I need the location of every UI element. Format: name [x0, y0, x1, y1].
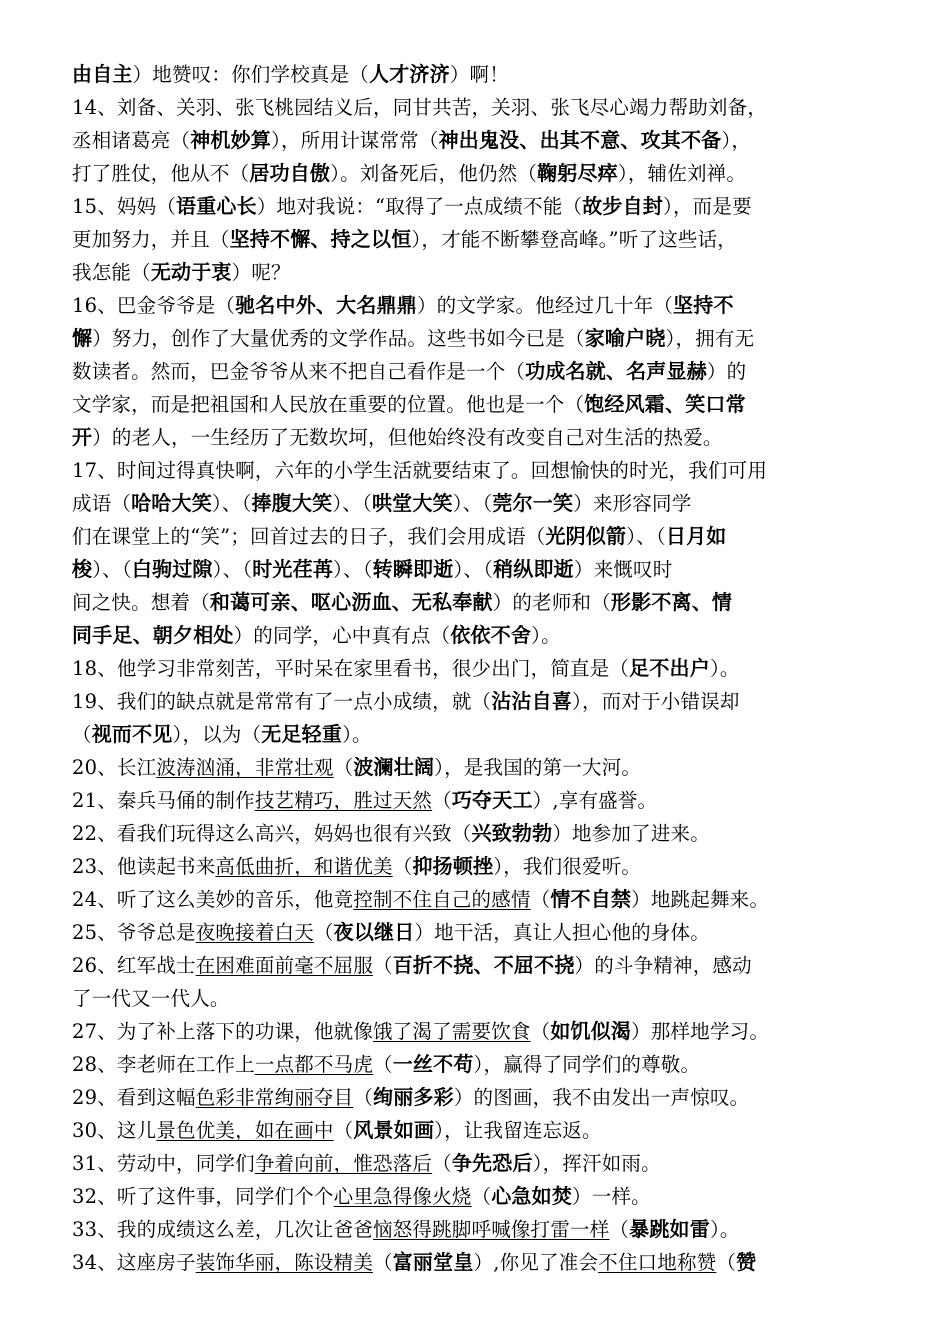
body-text: ），所用计谋常常（	[271, 129, 439, 152]
text-line	[72, 190, 882, 223]
answer-text: 家喻户晓	[584, 326, 666, 350]
body-text: （	[392, 855, 413, 878]
text-line	[72, 1015, 882, 1048]
body-text: （	[530, 888, 551, 911]
body-text: 们在课堂上的“笑”；回首过去的日子，我们会用成语（	[72, 525, 546, 548]
text-line	[72, 124, 882, 157]
body-text: 19、我们的缺点就是常常有了一点小成绩，就（	[72, 690, 492, 713]
body-text: （	[333, 756, 354, 779]
body-text: 打了胜仗，他从不（	[72, 162, 250, 185]
body-text: ）、（	[332, 492, 372, 515]
body-text: ）的文学家。他经过几十年（	[416, 294, 674, 317]
answer-text: 沾沾自喜	[491, 689, 573, 713]
body-text: ）的老师和（	[492, 591, 611, 614]
body-text: ）。	[342, 723, 372, 746]
text-line	[72, 1213, 882, 1246]
underlined-text: 技艺精巧，胜过天然	[254, 789, 433, 812]
body-text: 了一代又一代人。	[72, 987, 230, 1010]
body-text: ）、（	[626, 525, 666, 548]
body-text: ）的图画，我不由发出一声惊叹。	[453, 1086, 750, 1109]
body-text: ）。刘备死后，他仍然（	[330, 162, 538, 185]
body-text: 18、他学习非常刻苦，平时呆在家里看书，很少出门，简直是（	[72, 657, 630, 680]
body-text: ）地对我说：“取得了一点成绩不能（	[256, 195, 583, 218]
text-line	[72, 751, 882, 784]
text-line	[72, 58, 882, 91]
text-line	[72, 784, 882, 817]
body-text: （	[471, 1185, 492, 1208]
answer-text: 同手足、朝夕相处	[72, 623, 234, 647]
text-line	[72, 586, 882, 619]
text-line	[72, 520, 882, 553]
body-text: 间之快。想着（	[72, 591, 210, 614]
answer-text: 情不自禁	[550, 887, 632, 911]
body-text: 22、看我们玩得这么高兴，妈妈也很有兴致（	[72, 822, 472, 845]
text-line	[72, 553, 882, 586]
body-text: （	[333, 1119, 354, 1142]
text-line	[72, 91, 882, 124]
answer-text: 心急如焚	[491, 1184, 573, 1208]
answer-text: 一丝不苟	[392, 1052, 474, 1076]
answer-text: 夜以继日	[333, 920, 415, 944]
body-text: 28、李老师在工作上	[72, 1053, 255, 1076]
answer-text: 懈	[72, 326, 93, 350]
body-text: ）、（	[333, 558, 373, 581]
body-text: （	[72, 723, 92, 746]
answer-text: 捧腹大笑	[251, 491, 333, 515]
body-text: ）那样地学习。	[631, 1020, 770, 1043]
body-text: ）地干活，真让人担心他的身体。	[414, 921, 710, 944]
body-text: 24、听了这么美妙的音乐，他竟	[72, 888, 354, 911]
body-text: 16、巴金爷爷是（	[72, 294, 236, 317]
text-line	[72, 223, 882, 256]
answer-text: 形影不离、情	[610, 590, 733, 614]
text-line	[72, 685, 882, 718]
answer-text: 足不出户	[629, 656, 710, 680]
text-line	[72, 1246, 882, 1279]
body-text: ）地参加了进来。	[552, 822, 710, 845]
body-text: 27、为了补上落下的功课，他就像	[72, 1020, 374, 1043]
answer-text: 白驹过隙	[131, 557, 213, 581]
body-text: 30、这儿	[72, 1119, 157, 1142]
body-text: 32、听了这件事，同学们个个	[72, 1185, 334, 1208]
underlined-text: 高低曲折，和谐优美	[215, 855, 393, 878]
body-text: 文学家，而是把祖国和人民放在重要的位置。他也是一个（	[72, 393, 585, 416]
body-text: ），而是要	[663, 195, 752, 218]
underlined-text: 心里急得像火烧	[333, 1185, 472, 1208]
text-line	[72, 883, 882, 916]
underlined-text: 争着向前，惟恐落后	[254, 1152, 433, 1175]
body-text: ）来形容同学	[573, 492, 692, 515]
body-text: 34、这座房子	[72, 1251, 196, 1274]
body-text: ）、（	[212, 558, 253, 581]
body-text: ），让我留连忘返。	[434, 1119, 602, 1142]
text-line	[72, 454, 882, 487]
answer-text: 无动于衷	[150, 260, 232, 284]
body-text: ）的	[706, 360, 747, 383]
body-text: 更加努力，并且（	[72, 228, 230, 251]
body-text: 23、他读起书来	[72, 855, 216, 878]
body-text: 31、劳动中，同学们	[72, 1152, 255, 1175]
answer-text: 光阴似箭	[545, 524, 627, 548]
body-text: ）的同学，心中真有点（	[233, 624, 451, 647]
body-text: ），挥汗如雨。	[532, 1152, 661, 1175]
body-text: ），辅佐刘禅。	[617, 162, 747, 185]
body-text: ）努力，创作了大量优秀的文学作品。这些书如今已是（	[92, 327, 585, 350]
body-text: ），我们很爱听。	[493, 855, 642, 878]
answer-text: 鞠躬尽瘁	[537, 161, 618, 185]
answer-text: 巧夺天工	[451, 788, 533, 812]
body-text: ）的斗争精神，感动	[574, 954, 752, 977]
body-text: 20、长江	[72, 756, 157, 779]
underlined-text: 一点都不马虎	[254, 1053, 374, 1076]
text-body	[72, 58, 882, 1279]
text-line	[72, 322, 882, 355]
answer-text: 开	[72, 425, 93, 449]
text-line	[72, 1048, 882, 1081]
text-line	[72, 916, 882, 949]
body-text: （	[373, 954, 393, 977]
body-text: ）地赞叹：你们学校真是（	[132, 63, 370, 86]
body-text: 15、妈妈（	[72, 195, 177, 218]
body-text: ）。	[531, 624, 561, 647]
underlined-text: 装饰华丽，陈设精美	[195, 1251, 374, 1274]
body-text: （	[353, 1086, 374, 1109]
body-text: ）、（	[452, 492, 493, 515]
answer-text: 梭	[72, 557, 93, 581]
text-line	[72, 421, 882, 454]
body-text: （	[313, 921, 334, 944]
body-text: 17、时间过得真快啊，六年的小学生活就要结束了。回想愉快的时光，我们可用	[72, 459, 768, 482]
answer-text: 饱经风霜、笑口常	[584, 392, 746, 416]
body-text: ），	[721, 129, 752, 152]
answer-text: 暴跳如雷	[629, 1217, 710, 1241]
body-text: 26、红军战士	[72, 954, 196, 977]
answer-text: 兴致勃勃	[471, 821, 553, 845]
body-text: ），赢得了同学们的尊敬。	[473, 1053, 701, 1076]
answer-text: 无足轻重	[261, 722, 343, 746]
body-text: （	[716, 1251, 737, 1274]
text-line	[72, 1147, 882, 1180]
answer-text: 如饥似渴	[550, 1019, 632, 1043]
answer-text: 富丽堂皇	[392, 1250, 474, 1274]
body-text: 21、秦兵马俑的制作	[72, 789, 255, 812]
underlined-text: 在困难面前毫不屈服	[195, 954, 374, 977]
underlined-text: 景色优美，如在画中	[156, 1119, 334, 1142]
answer-text: 日月如	[665, 524, 727, 548]
answer-text: 视而不见	[91, 722, 173, 746]
body-text: ），以为（	[172, 723, 262, 746]
answer-text: 抑扬顿挫	[412, 854, 494, 878]
answer-text: 坚持不懈、持之以恒	[229, 227, 412, 251]
text-line	[72, 982, 882, 1015]
body-text: （	[373, 1053, 393, 1076]
underlined-text: 波涛汹涌，非常壮观	[156, 756, 334, 779]
body-text: ）,你见了准会	[473, 1251, 599, 1274]
text-line	[72, 850, 882, 883]
body-text: ）。	[709, 1218, 740, 1241]
answer-text: 人才济济	[369, 62, 450, 86]
answer-text: 百折不挠、不屈不挠	[392, 953, 575, 977]
text-line	[72, 289, 882, 322]
text-line	[72, 355, 882, 388]
underlined-text: 恼怒得跳脚呼喊像打雷一样	[373, 1218, 610, 1241]
answer-text: 哈哈大笑	[131, 491, 212, 515]
text-line	[72, 1081, 882, 1114]
answer-text: 驰名中外、大名鼎鼎	[235, 293, 417, 317]
text-line	[72, 652, 882, 685]
answer-text: 风景如画	[353, 1118, 435, 1142]
underlined-text: 夜晚接着白天	[195, 921, 314, 944]
answer-text: 居功自傲	[249, 161, 331, 185]
answer-text: 神出鬼没、出其不意、攻其不备	[438, 128, 722, 152]
body-text: ），才能不断攀登高峰。”听了这些话，	[411, 228, 737, 251]
body-text: 14、刘备、关羽、张飞桃园结义后，同甘共苦，关羽、张飞尽心竭力帮助刘备，	[72, 96, 768, 119]
text-line	[72, 718, 882, 751]
answer-text: 语重心长	[176, 194, 257, 218]
text-line	[72, 487, 882, 520]
answer-text: 绚丽多彩	[373, 1085, 454, 1109]
text-line	[72, 619, 882, 652]
underlined-text: 饿了渴了需要饮食	[373, 1020, 531, 1043]
body-text: 我怎能（	[72, 261, 151, 284]
body-text: ）呢？	[231, 261, 291, 284]
text-line	[72, 157, 882, 190]
answer-text: 转瞬即逝	[372, 557, 454, 581]
body-text: ）一样。	[572, 1185, 651, 1208]
answer-text: 神机妙算	[190, 128, 272, 152]
answer-text: 时光荏苒	[252, 557, 334, 581]
body-text: 25、爷爷总是	[72, 921, 196, 944]
body-text: （	[530, 1020, 551, 1043]
answer-text: 争先恐后	[451, 1151, 533, 1175]
body-text: ）啊！	[449, 63, 509, 86]
answer-text: 赞	[736, 1250, 757, 1274]
text-line	[72, 1114, 882, 1147]
underlined-text: 不住口地称赞	[598, 1251, 717, 1274]
answer-text: 依依不舍	[450, 623, 532, 647]
body-text: ）、（	[211, 492, 252, 515]
answer-text: 功成名就、名声显赫	[525, 359, 707, 383]
body-text: ）,享有盛誉。	[532, 789, 658, 812]
body-text: ）的老人，一生经历了无数坎坷，但他始终没有改变自己对生活的热爱。	[92, 426, 723, 449]
answer-text: 波澜壮阔	[353, 755, 435, 779]
answer-text: 故步自封	[582, 194, 664, 218]
underlined-text: 色彩非常绚丽夺目	[195, 1086, 354, 1109]
answer-text: 坚持不	[673, 293, 734, 317]
body-text: ）地跳起舞来。	[631, 888, 770, 911]
body-text: （	[609, 1218, 630, 1241]
text-line	[72, 256, 882, 289]
body-text: ）来慨叹时	[573, 558, 673, 581]
body-text: （	[373, 1251, 393, 1274]
body-text: 数读者。然而，巴金爷爷从来不把自己看作是一个（	[72, 360, 526, 383]
body-text: 33、我的成绩这么差，几次让爸爸	[72, 1218, 374, 1241]
text-line	[72, 388, 882, 421]
body-text: ）。	[709, 657, 740, 680]
text-line	[72, 1180, 882, 1213]
body-text: ）、（	[453, 558, 494, 581]
body-text: ）、（	[92, 558, 132, 581]
underlined-text: 控制不住自己的感情	[353, 888, 531, 911]
text-line	[72, 817, 882, 850]
body-text: （	[432, 789, 452, 812]
answer-text: 由自主	[72, 62, 133, 86]
body-text: ），而对于小错误却	[572, 690, 740, 713]
body-text: 成语（	[72, 492, 132, 515]
body-text: 丞相诸葛亮（	[72, 129, 191, 152]
body-text: （	[432, 1152, 452, 1175]
body-text: 29、看到这幅	[72, 1086, 196, 1109]
body-text: ），是我国的第一大河。	[434, 756, 642, 779]
answer-text: 莞尔一笑	[492, 491, 574, 515]
answer-text: 稍纵即逝	[493, 557, 574, 581]
answer-text: 和蔼可亲、呕心沥血、无私奉献	[209, 590, 493, 614]
text-line	[72, 949, 882, 982]
answer-text: 哄堂大笑	[371, 491, 453, 515]
body-text: ），拥有无	[665, 327, 755, 350]
